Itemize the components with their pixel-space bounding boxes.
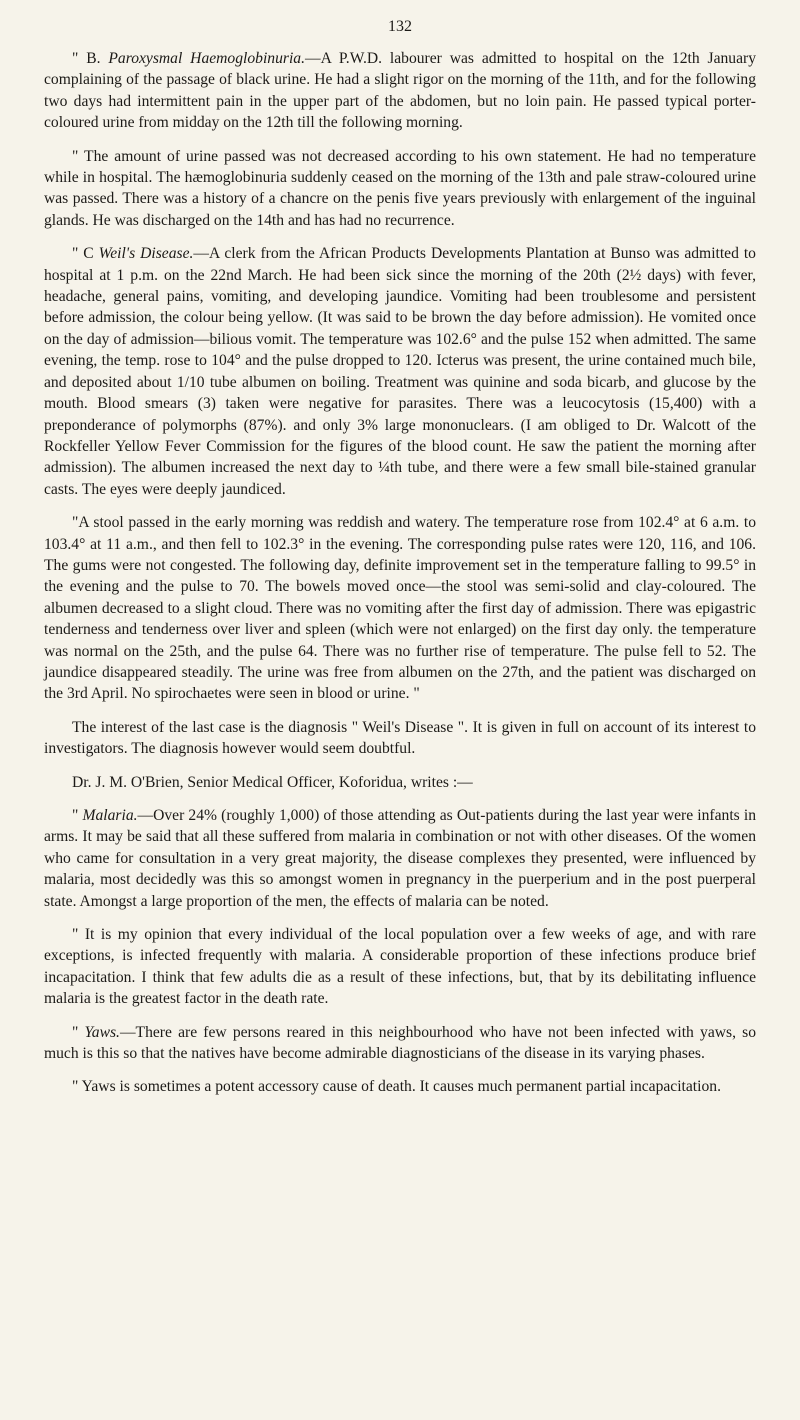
paragraph-text: " Yaws is sometimes a potent accessory cause of death. It causes much permanent partial incapacitation. — [72, 1078, 721, 1096]
paragraph-text: " It is my opinion that every individual of the local population over a few weeks of age, and with rare exceptions, is infected frequently with malaria. A considerable proportion of these infections produce brief incapacitation. I think that few adults die as a result of these infections, but, that by its debilitating influence malaria is the greatest factor in the death rate. — [44, 926, 756, 1008]
paragraph-text: —A P.W.D. labourer was admitted to hospital on the 12th January complaining of the passage of black urine. He had a slight rigor on the morning of the 11th, and for the following two days had intermittent pain in the upper part of the abdomen, but no loin pain. He passed typical porter-coloured urine from midday on the 12th till the following morning. — [44, 50, 756, 132]
section-title: Weil's Disease. — [98, 245, 194, 263]
section-label: " — [72, 1023, 85, 1041]
section-title: Paroxysmal Haemoglobinuria. — [108, 50, 305, 67]
paragraph-stool-temperature — [44, 512, 756, 705]
document-page — [44, 18, 756, 1100]
paragraph-paroxysmal-haemoglobinuria — [44, 48, 756, 134]
paragraph-text: —There are few persons reared in this neighbourhood who have not been infected with yaws, so much is this so that the natives have become admirable diagnosticians of the disease in its varying phases. — [44, 1023, 757, 1063]
paragraph-urine-amount — [44, 146, 756, 232]
paragraph-text: "A stool passed in the early morning was reddish and watery. The temperature rose from 102.4° at 6 a.m. to 103.4° at 11 a.m., and then fell to 102.3° in the evening. The corresponding pulse rates were 120, 116, and 106. The gums were not congested. The following day, definite improvement set in the temperature falling to 99.5° in the evening and the pulse to 70. The bowels moved once—the stool was semi-solid and clay-coloured. The albumen decreased to a slight cloud. There was no vomiting after the first day of admission. There was epigastric tenderness and tenderness over liver and spleen (which were not enlarged) on the first day only. the temperature was normal on the 25th, and the pulse 64. There was no further rise of temperature. The pulse fell to 52. The jaundice disappeared steadily. The urine was free from albumen on the 27th, and the patient was discharged on the 3rd April. No spirochaetes were seen in blood or urine. " — [44, 514, 756, 703]
paragraph-weils-disease — [44, 243, 756, 500]
paragraph-malaria — [44, 805, 756, 912]
section-label: " C — [72, 245, 99, 263]
paragraph-yaws — [44, 1022, 756, 1065]
section-label: " — [72, 807, 83, 824]
paragraph-text: " The amount of urine passed was not decreased according to his own statement. He had no temperature while in hospital. The hæmoglobinuria suddenly ceased on the morning of the 13th and pale straw-coloured urine was passed. There was a history of a chancre on the penis five years previously with enlargement of the inguinal glands. He was discharged on the 14th and has had no recurrence. — [44, 147, 756, 229]
section-title: Yaws. — [84, 1023, 120, 1041]
paragraph-text: —Over 24% (roughly 1,000) of those attending as Out-patients during the last year were infants in arms. It may be said that all these suffered from malaria in combination or not with other diseases. Of the women who came for consultation in a very great majority, the disease complexes they presented, were influenced by malaria, most decidedly was this so amongst women in pregnancy in the puerperium and in the post puerperal state. Amongst a large proportion of the men, the effects of malaria can be noted. — [44, 807, 757, 910]
section-label: " B. — [72, 50, 109, 67]
paragraph-yaws-cause — [44, 1076, 756, 1097]
paragraph-malaria-opinion — [44, 924, 756, 1010]
paragraph-diagnosis-interest — [44, 717, 756, 760]
paragraph-text: Dr. J. M. O'Brien, Senior Medical Officer, Koforidua, writes :— — [72, 773, 473, 791]
section-title: Malaria. — [82, 807, 138, 824]
paragraph-text: —A clerk from the African Products Developments Plantation at Bunso was admitted to hospital at 1 p.m. on the 22nd March. He had been sick since the morning of the 20th (2½ days) with fever, headache, general pains, vomiting, and developing jaundice. Vomiting had been troublesome and persistent before admission, the colour being yellow. (It was said to be brown the day before admission). He vomited once on the day of admission—bilious vomit. The temperature was 102.6° and the pulse 152 when admitted. The same evening, the temp. rose to 104° and the pulse dropped to 120. Icterus was present, the urine contained much bile, and deposited about 1/10 tube albumen on boiling. Treatment was quinine and soda bicarb, and glucose by the mouth. Blood smears (3) taken were negative for parasites. There was a leucocytosis (15,400) with a preponderance of polymorphs (87%). and only 3% large mononuclears. (I am obliged to Dr. Walcott of the Rockfeller Yellow Fever Commission for the figures of the blood count. He saw the patient the morning after admission). The albumen increased the next day to ¼th tube, and there were a few small bile-stained granular casts. The eyes were deeply jaundiced. — [44, 245, 756, 498]
paragraph-obrien-writes — [44, 772, 756, 793]
paragraph-text: The interest of the last case is the diagnosis " Weil's Disease ". It is given in full on account of its interest to investigators. The diagnosis however would seem doubtful. — [44, 718, 756, 758]
page-number: 132 — [388, 18, 412, 35]
